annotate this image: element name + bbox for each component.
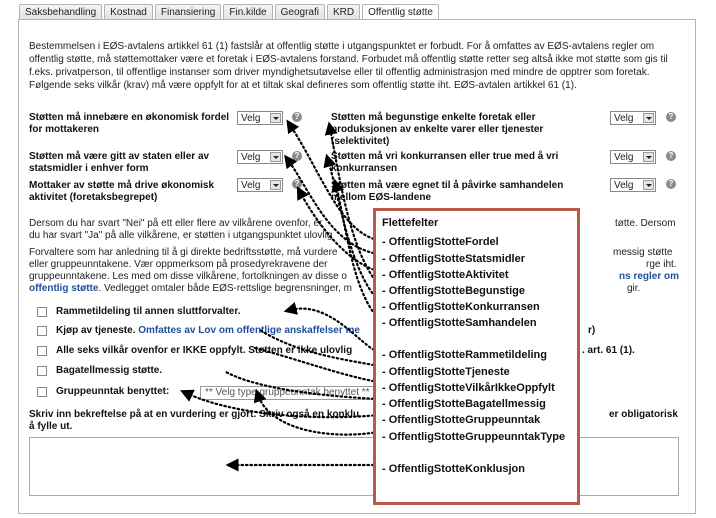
- label-bagatellmessig: Bagatellmessig støtte.: [56, 365, 163, 376]
- arrow-tjeneste: [260, 330, 378, 366]
- arrow-gruppeunntak-type: [258, 395, 378, 435]
- merge-field-gruppeunntak: - OffentligStotteGruppeunntak: [382, 414, 541, 426]
- regulations-link[interactable]: offentlig støtte: [29, 283, 99, 294]
- tab-saksbehandling[interactable]: Saksbehandling: [19, 4, 102, 20]
- label-tjeneste-end: r): [588, 325, 596, 336]
- help-icon[interactable]: ?: [666, 151, 676, 161]
- label-tjeneste-text: Kjøp av tjeneste.: [56, 325, 139, 336]
- tab-offentlig-stotte[interactable]: Offentlig støtte: [362, 4, 439, 21]
- criterion-fordel: Støtten må innebære en økonomisk fordel for mottakeren: [29, 112, 230, 135]
- merge-field-fordel: - OffentligStotteFordel: [382, 236, 499, 248]
- conclusion-question-line-1-end: er obligatorisk: [609, 409, 678, 420]
- help-icon[interactable]: ?: [666, 179, 676, 189]
- tab-kostnad[interactable]: Kostnad: [104, 4, 153, 20]
- guidance-line-4: . Vedlegget omtaler både EØS-rettslige begrensninger, m: [98, 283, 352, 294]
- anskaffelser-link[interactable]: Omfattes av Lov om offentlige anskaffelser me: [138, 325, 360, 336]
- arrow-samhandelen: [336, 185, 378, 318]
- criterion-statsmidler: Støtten må være gitt av staten eller av statsmidler i enhver form: [29, 151, 210, 174]
- select-value: Velg: [614, 152, 634, 163]
- conclusion-question-line-1: Skriv inn bekreftelse på at en vurdering er gjort. Skriv også en konklu: [29, 409, 360, 420]
- result-line-1: Dersom du har svart "Nei" på ett eller flere av vilkårene ovenfor, er: [29, 218, 323, 229]
- select-value: Velg: [241, 113, 261, 124]
- merge-field-statsmidler: - OffentligStotteStatsmidler: [382, 253, 526, 265]
- label-rammetildeling: Rammetildeling til annen sluttforvalter.: [56, 306, 241, 317]
- intro-text: Bestemmelsen i EØS-avtalens artikkel 61 (1) fastslår at offentlig støtte i utgangspunktet er forbudt. For å omfattes av EØS-avtalens regler om offentlig støtte, må støttemottaker være et foretak i EØS-avtalens forstand. Forbudet må offentlig støtte retter seg altså ikke mot støtte som gis til f.eks. privatperson, til offentlige instanser som driver myndighetsutøvelse eller til offentlig administrasjon med mindre de opptrer som foretak. Følgende seks vilkår (krav) må være oppfylt for at et tiltak skal defineres som offentlig støtte iht. EØS-avtalen artikkel 61 (1).: [29, 41, 668, 91]
- merge-field-begunstige: - OffentligStotteBegunstige: [382, 285, 525, 297]
- label-vilkar-ikke-oppfylt: Alle seks vilkår ovenfor er IKKE oppfylt. Støtten er ikke ulovlig: [56, 345, 353, 356]
- tab-krd[interactable]: KRD: [327, 4, 360, 20]
- conclusion-question-line-2: å fylle ut.: [29, 421, 73, 432]
- tab-geografi[interactable]: Geografi: [275, 4, 325, 20]
- select-value: Velg: [241, 180, 261, 191]
- guidance-line-1: Forvaltere som har anledning til å gi direkte bedriftsstøtte, må vurdere: [29, 247, 338, 258]
- merge-field-rammetildeling: - OffentligStotteRammetildeling: [382, 349, 547, 361]
- merge-fields-title: Flettefelter: [382, 217, 439, 229]
- guidance-line-2-end: rge iht.: [646, 259, 677, 270]
- help-icon[interactable]: ?: [666, 112, 676, 122]
- help-icon[interactable]: ?: [292, 112, 302, 122]
- criterion-samhandelen: Støtten må være egnet til å påvirke samhandelen mellom EØS-landene: [331, 180, 564, 203]
- result-line-1-end: tøtte. Dersom: [615, 218, 676, 229]
- merge-field-samhandelen: - OffentligStotteSamhandelen: [382, 317, 537, 329]
- tab-finansiering[interactable]: Finansiering: [155, 4, 221, 20]
- merge-fields-box: [373, 208, 580, 505]
- merge-field-konkurransen: - OffentligStotteKonkurransen: [382, 301, 540, 313]
- guidance-line-3: gruppeunntakene. Les med om disse vilkårene, fortolkningen av disse o: [29, 271, 347, 282]
- criterion-konkurransen: Støtten må vri konkurransen eller true med å vri konkurransen: [331, 151, 559, 174]
- merge-field-konklusjon: - OffentligStotteKonklusjon: [382, 463, 525, 475]
- tab-fin-kilde[interactable]: Fin.kilde: [223, 4, 272, 20]
- select-value: Velg: [614, 113, 634, 124]
- label-gruppeunntak: Gruppeunntak benyttet:: [56, 386, 170, 397]
- criterion-begunstige: Støtten må begunstige enkelte foretak eller produksjonen av enkelte varer eller tjenester (selektivitet): [331, 112, 544, 147]
- guidance-line-4-end: gir.: [627, 283, 641, 294]
- help-icon[interactable]: ?: [292, 179, 302, 189]
- merge-field-aktivitet: - OffentligStotteAktivitet: [382, 269, 509, 281]
- guidance-line-2: eller gruppeunntakene. Vær oppmerksom på prosedyrekravene der: [29, 259, 328, 270]
- merge-field-tjeneste: - OffentligStotteTjeneste: [382, 366, 510, 378]
- select-value: Velg: [241, 152, 261, 163]
- merge-field-bagatellmessig: - OffentligStotteBagatellmessig: [382, 398, 546, 410]
- help-icon[interactable]: ?: [292, 151, 302, 161]
- criterion-aktivitet: Mottaker av støtte må drive økonomisk aktivitet (foretaksbegrepet): [29, 180, 215, 203]
- result-line-2: du har svart "Ja" på alle vilkårene, er støtten i utgangspunktet ulovlig: [29, 230, 333, 241]
- merge-field-gruppeunntak-type: - OffentligStotteGruppeunntakType: [382, 431, 566, 443]
- regulations-link-end[interactable]: ns regler om: [619, 271, 680, 282]
- gruppeunntak-type-select[interactable]: ** Velg type gruppeunntak benyttet **: [200, 386, 375, 400]
- arrow-rammetildeling: [290, 309, 378, 352]
- select-value: Velg: [614, 180, 634, 191]
- merge-field-vilkar-ikke-oppfylt: - OffentligStotteVilkårIkkeOppfylt: [382, 382, 555, 394]
- label-vilkar-ikke-oppfylt-end: . art. 61 (1).: [582, 345, 635, 356]
- guidance-line-1-end: messig støtte: [613, 247, 673, 258]
